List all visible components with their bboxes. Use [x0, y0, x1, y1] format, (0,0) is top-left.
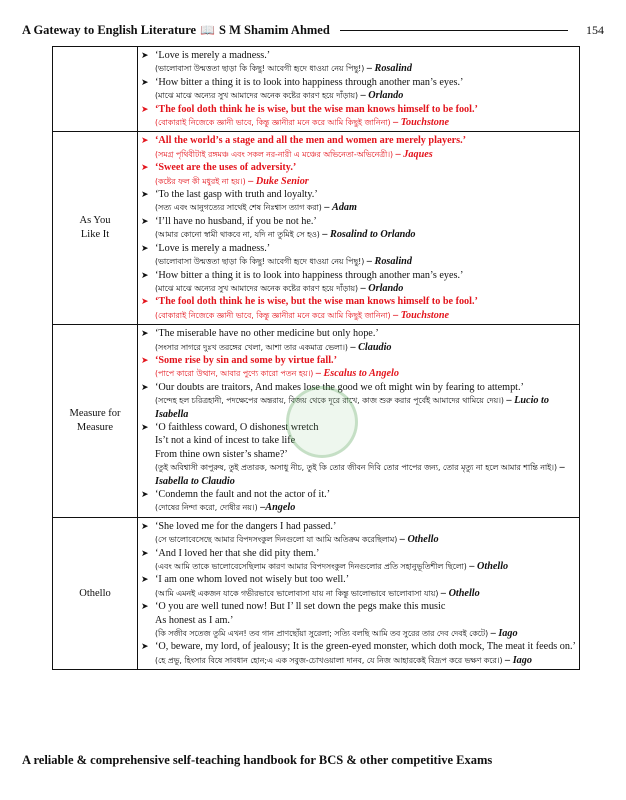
quote-speaker: – Lucio to Isabella	[155, 395, 549, 420]
quote-entry	[141, 269, 577, 296]
quote-bengali: (কষ্টের ফল কী মধুরই না হয়।)	[155, 176, 246, 186]
arrow-bullet-icon: ➤	[141, 354, 149, 365]
quote-translation-line	[155, 89, 577, 102]
arrow-bullet-icon: ➤	[141, 135, 149, 146]
quote-speaker: – Iago	[505, 654, 532, 666]
quote-entry	[141, 242, 577, 269]
quote-bengali: (মাঝে মাঝে অন্যের সুখ আমাদের অনেক কষ্টের কারণ হয়ে দাঁড়ায়)	[155, 91, 359, 101]
quote-translation-line	[155, 533, 577, 546]
quote-text	[155, 520, 577, 547]
quote-entry	[141, 161, 577, 188]
quote-english: ‘Our doubts are traitors, And makes lose the good we oft might win by fearing to attempt.’	[155, 381, 524, 393]
quote-text	[155, 269, 577, 296]
quote-english: ‘O you are well tuned now! But I’ ll set down the pegs make this music As honest as I am.’	[155, 601, 446, 626]
quote-text	[155, 547, 577, 574]
quote-bengali: (সংসার সাগরে দুঃখ তরঙ্গের খেলা, আশা তার একমাত্র ভেলা।)	[155, 342, 348, 352]
play-section-row	[53, 132, 580, 325]
quote-english: ‘The fool doth think he is wise, but the wise man knows himself to be fool.’	[155, 296, 478, 308]
quote-translation-line	[155, 367, 577, 380]
quote-bengali: (সে ভালোবেসেছে আমার বিপদসংকুল দিনগুলো যা আমি অতিক্রম করেছিলাম)	[155, 535, 398, 545]
quote-speaker: – Claudio	[350, 341, 392, 353]
quote-translation-line	[155, 560, 577, 573]
quote-speaker: – Rosalind to Orlando	[322, 229, 416, 241]
quote-english: ‘The fool doth think he is wise, but the wise man knows himself to be fool.’	[155, 103, 478, 115]
quote-list	[138, 47, 580, 132]
quote-entry	[141, 600, 577, 640]
quote-bengali: (সত্য এবং আনুগত্যের সাথেই শেষ নিঃশ্বাস ত্যাগ করা)	[155, 203, 322, 213]
quote-bengali: (ভালোবাসা উন্মত্ততা ছাড়া কি কিছু! আবেগী হৃদে ধাওয়া নেয় পিছু!)	[155, 64, 365, 74]
quote-text	[155, 242, 577, 269]
arrow-bullet-icon: ➤	[141, 296, 149, 307]
play-title: As You Like It	[53, 132, 138, 325]
quote-speaker: – Orlando	[360, 282, 404, 294]
arrow-bullet-icon: ➤	[141, 162, 149, 173]
quote-english: ‘Condemn the fault and not the actor of it.’	[155, 489, 331, 500]
arrow-bullet-icon: ➤	[141, 76, 149, 87]
quote-entry	[141, 327, 577, 354]
quote-bengali: (তুই অবিশ্বাসী কাপুরুষ, তুই প্রতারক, অসাধু নীচ, তুই কি তোর জীবন দিবি তোর পাপের জন্য, তোর মৃত্যু না হলে আমার শান্তি নাই।)	[155, 463, 558, 473]
header-rule	[340, 30, 568, 31]
quote-translation-line	[155, 587, 577, 600]
quote-bengali: (পাপে কারো উত্থান, আবার পুণ্যে কারো পতন হয়।)	[155, 369, 314, 379]
quote-bengali: (আমার কোনো স্বামী থাকবে না, যদি না তুমিই সে হও)	[155, 230, 320, 240]
quote-translation-line	[155, 62, 577, 75]
play-section-row	[53, 47, 580, 132]
quotes-table	[52, 46, 580, 670]
quote-translation-line	[155, 201, 577, 214]
quote-text	[155, 640, 577, 667]
quote-english: ‘Some rise by sin and some by virtue fall.’	[155, 354, 337, 366]
quote-speaker: – Iago	[490, 628, 518, 640]
quote-english: ‘O, beware, my lord, of jealousy; It is the green-eyed monster, which doth mock, The meat it feeds on.’	[155, 641, 576, 653]
quote-translation-line	[155, 501, 577, 514]
page-header	[22, 20, 604, 40]
play-section-row	[53, 517, 580, 669]
arrow-bullet-icon: ➤	[141, 601, 149, 612]
quote-english: ‘How bitter a thing it is to look into happiness through another man’s eyes.’	[155, 269, 464, 281]
arrow-bullet-icon: ➤	[141, 520, 149, 531]
quote-speaker: – Duke Senior	[248, 175, 309, 187]
quote-entry	[141, 421, 577, 488]
quote-entry	[141, 188, 577, 215]
quote-speaker: – Othello	[440, 587, 480, 599]
quote-text	[155, 76, 577, 103]
quote-translation-line	[155, 341, 577, 354]
arrow-bullet-icon: ➤	[141, 547, 149, 558]
quote-text	[155, 573, 577, 600]
quote-speaker: – Touchstone	[393, 117, 450, 129]
quote-entry	[141, 381, 577, 421]
play-title: Measure for Measure	[53, 325, 138, 518]
quote-bengali: (সন্দেহ হল চরিত্রহানী, পদক্ষেপের অন্তরায়, বিজয় থেকে দূরে রাখে, কাজ শুরু করার পূর্বেই আমাদের থামিয়ে দেয়।)	[155, 396, 504, 406]
quote-english: ‘O faithless coward, O dishonest wretch Is’t not a kind of incest to take life From thine own sister’s shame?’	[155, 421, 319, 460]
quote-bengali: (দোষের নিন্দা করো, দোষীর নয়।)	[155, 503, 258, 513]
arrow-bullet-icon: ➤	[141, 242, 149, 253]
quote-english: ‘To the last gasp with truth and loyalty.’	[155, 189, 318, 201]
quote-english: ‘The miserable have no other medicine but only hope.’	[155, 328, 379, 340]
quote-entry	[141, 547, 577, 574]
quote-bengali: (ভালোবাসা উন্মত্ততা ছাড়া কি কিছু! আবেগী হৃদে ধাওয়া নেয় পিছু!)	[155, 257, 365, 267]
arrow-bullet-icon: ➤	[141, 215, 149, 226]
quote-speaker: – Othello	[469, 561, 509, 573]
quote-text	[155, 295, 577, 322]
quote-english: ‘She loved me for the dangers I had passed.’	[155, 520, 337, 532]
quote-entry	[141, 488, 577, 515]
quote-text	[155, 188, 577, 215]
arrow-bullet-icon: ➤	[141, 641, 149, 652]
quote-bengali: (এবং আমি তাকে ভালোবেসেছিলাম কারণ আমার বিপদসংকুল দিনগুলোর প্রতি সহানুভূতিশীল ছিলো)	[155, 562, 467, 572]
play-title	[53, 47, 138, 132]
arrow-bullet-icon: ➤	[141, 489, 149, 499]
quote-bengali: (হে প্রভু, হিংসার বিষে সাবধান হোন;এ এক সবুজ-চোখওয়ালা দানব, যে নিজ আহারকেই বিদ্রূপ করে ভক্ষণ করে।)	[155, 655, 503, 665]
quote-speaker: – Rosalind	[366, 256, 412, 268]
quote-english: ‘Love is merely a madness.’	[155, 50, 271, 61]
quote-text	[155, 49, 577, 76]
quote-speaker: – Touchstone	[393, 309, 450, 321]
quote-english: ‘Love is merely a madness.’	[155, 242, 271, 254]
quote-translation-line	[155, 394, 577, 421]
quote-translation-line	[155, 282, 577, 295]
quote-entry	[141, 354, 577, 381]
quote-bengali: (সমগ্র পৃথিবীটাই রঙ্গমঞ্চ এবং সকল নর-নারী এ মঞ্চের অভিনেতা-অভিনেত্রী।)	[155, 149, 394, 159]
arrow-bullet-icon: ➤	[141, 421, 149, 432]
quote-speaker: – Orlando	[360, 90, 404, 102]
quote-entry	[141, 640, 577, 667]
quote-bengali: (মাঝে মাঝে অন্যের সুখ আমাদের অনেক কষ্টের কারণ হয়ে দাঁড়ায়)	[155, 283, 359, 293]
quote-speaker: –Angelo	[260, 502, 296, 514]
quote-translation-line	[155, 116, 577, 129]
quote-text	[155, 488, 577, 515]
quote-translation-line	[155, 654, 577, 667]
quote-list	[138, 325, 580, 518]
quote-list	[138, 517, 580, 669]
quote-bengali: (কি সজীব সতেজ তুমি এখন! তব গান প্রাণছোঁয়া সুরেলা; সত্যি বলছি আমি তব সুরের তার দেব দেবই কেটে)	[155, 629, 489, 639]
page-footer: A reliable & comprehensive self-teaching handbook for BCS & other competitive Exams	[22, 753, 493, 767]
author-name: S M Shamim Ahmed	[219, 22, 330, 37]
quote-english: ‘And I loved her that she did pity them.’	[155, 547, 320, 559]
quote-text	[155, 103, 577, 130]
quote-entry	[141, 76, 577, 103]
quote-translation-line	[155, 175, 577, 188]
quote-entry	[141, 134, 577, 161]
quote-entry	[141, 103, 577, 130]
quote-english: ‘I’ll have no husband, if you be not he.’	[155, 215, 317, 227]
quote-bengali: (বোকারাই নিজেকে জ্ঞানী ভাবে, কিন্তু জ্ঞানীরা মনে করে আমি কিছুই জানিনা)	[155, 118, 391, 128]
quote-text	[155, 354, 577, 381]
quote-entry	[141, 49, 577, 76]
quote-list	[138, 132, 580, 325]
page-number: 154	[586, 22, 604, 37]
quote-bengali: (আমি এমনই একজন যাকে গভীরভাবে ভালোবাসা যায় না কিন্তু ভালোভাবে ভালোবাসা যায়)	[155, 588, 439, 598]
quote-entry	[141, 520, 577, 547]
quote-english: ‘I am one whom loved not wisely but too well.’	[155, 574, 350, 586]
quote-text	[155, 327, 577, 354]
book-title: A Gateway to English Literature	[22, 22, 197, 37]
arrow-bullet-icon: ➤	[141, 50, 149, 60]
arrow-bullet-icon: ➤	[141, 328, 149, 339]
arrow-bullet-icon: ➤	[141, 381, 149, 392]
arrow-bullet-icon: ➤	[141, 269, 149, 280]
quote-speaker: – Jaques	[395, 148, 433, 160]
quote-translation-line	[155, 148, 577, 161]
quote-translation-line	[155, 255, 577, 268]
quote-speaker: – Isabella to Claudio	[155, 462, 565, 487]
play-section-row	[53, 325, 580, 518]
quote-text	[155, 421, 577, 488]
quote-translation-line	[155, 461, 577, 488]
quote-text	[155, 215, 577, 242]
quote-translation-line	[155, 309, 577, 322]
quote-bengali: (বোকারাই নিজেকে জ্ঞানী ভাবে, কিন্তু জ্ঞানীরা মনে করে আমি কিছুই জানিনা)	[155, 310, 391, 320]
open-book-icon: 📖	[200, 22, 216, 37]
quote-text	[155, 600, 577, 640]
play-title: Othello	[53, 517, 138, 669]
quote-english: ‘How bitter a thing it is to look into happiness through another man’s eyes.’	[155, 76, 464, 88]
quote-entry	[141, 215, 577, 242]
quote-speaker: – Adam	[324, 202, 357, 214]
quote-speaker: – Othello	[399, 534, 439, 546]
quote-speaker: – Rosalind	[366, 63, 412, 75]
quote-english: ‘All the world’s a stage and all the men and women are merely players.’	[155, 135, 467, 147]
quote-speaker: – Escalus to Angelo	[315, 368, 399, 380]
arrow-bullet-icon: ➤	[141, 574, 149, 585]
quote-entry	[141, 573, 577, 600]
quote-translation-line	[155, 228, 577, 241]
quote-text	[155, 381, 577, 421]
quote-entry	[141, 295, 577, 322]
quote-english: ‘Sweet are the uses of adversity.’	[155, 162, 297, 174]
quote-translation-line	[155, 627, 577, 640]
quote-text	[155, 134, 577, 161]
quote-text	[155, 161, 577, 188]
arrow-bullet-icon: ➤	[141, 189, 149, 200]
arrow-bullet-icon: ➤	[141, 103, 149, 114]
